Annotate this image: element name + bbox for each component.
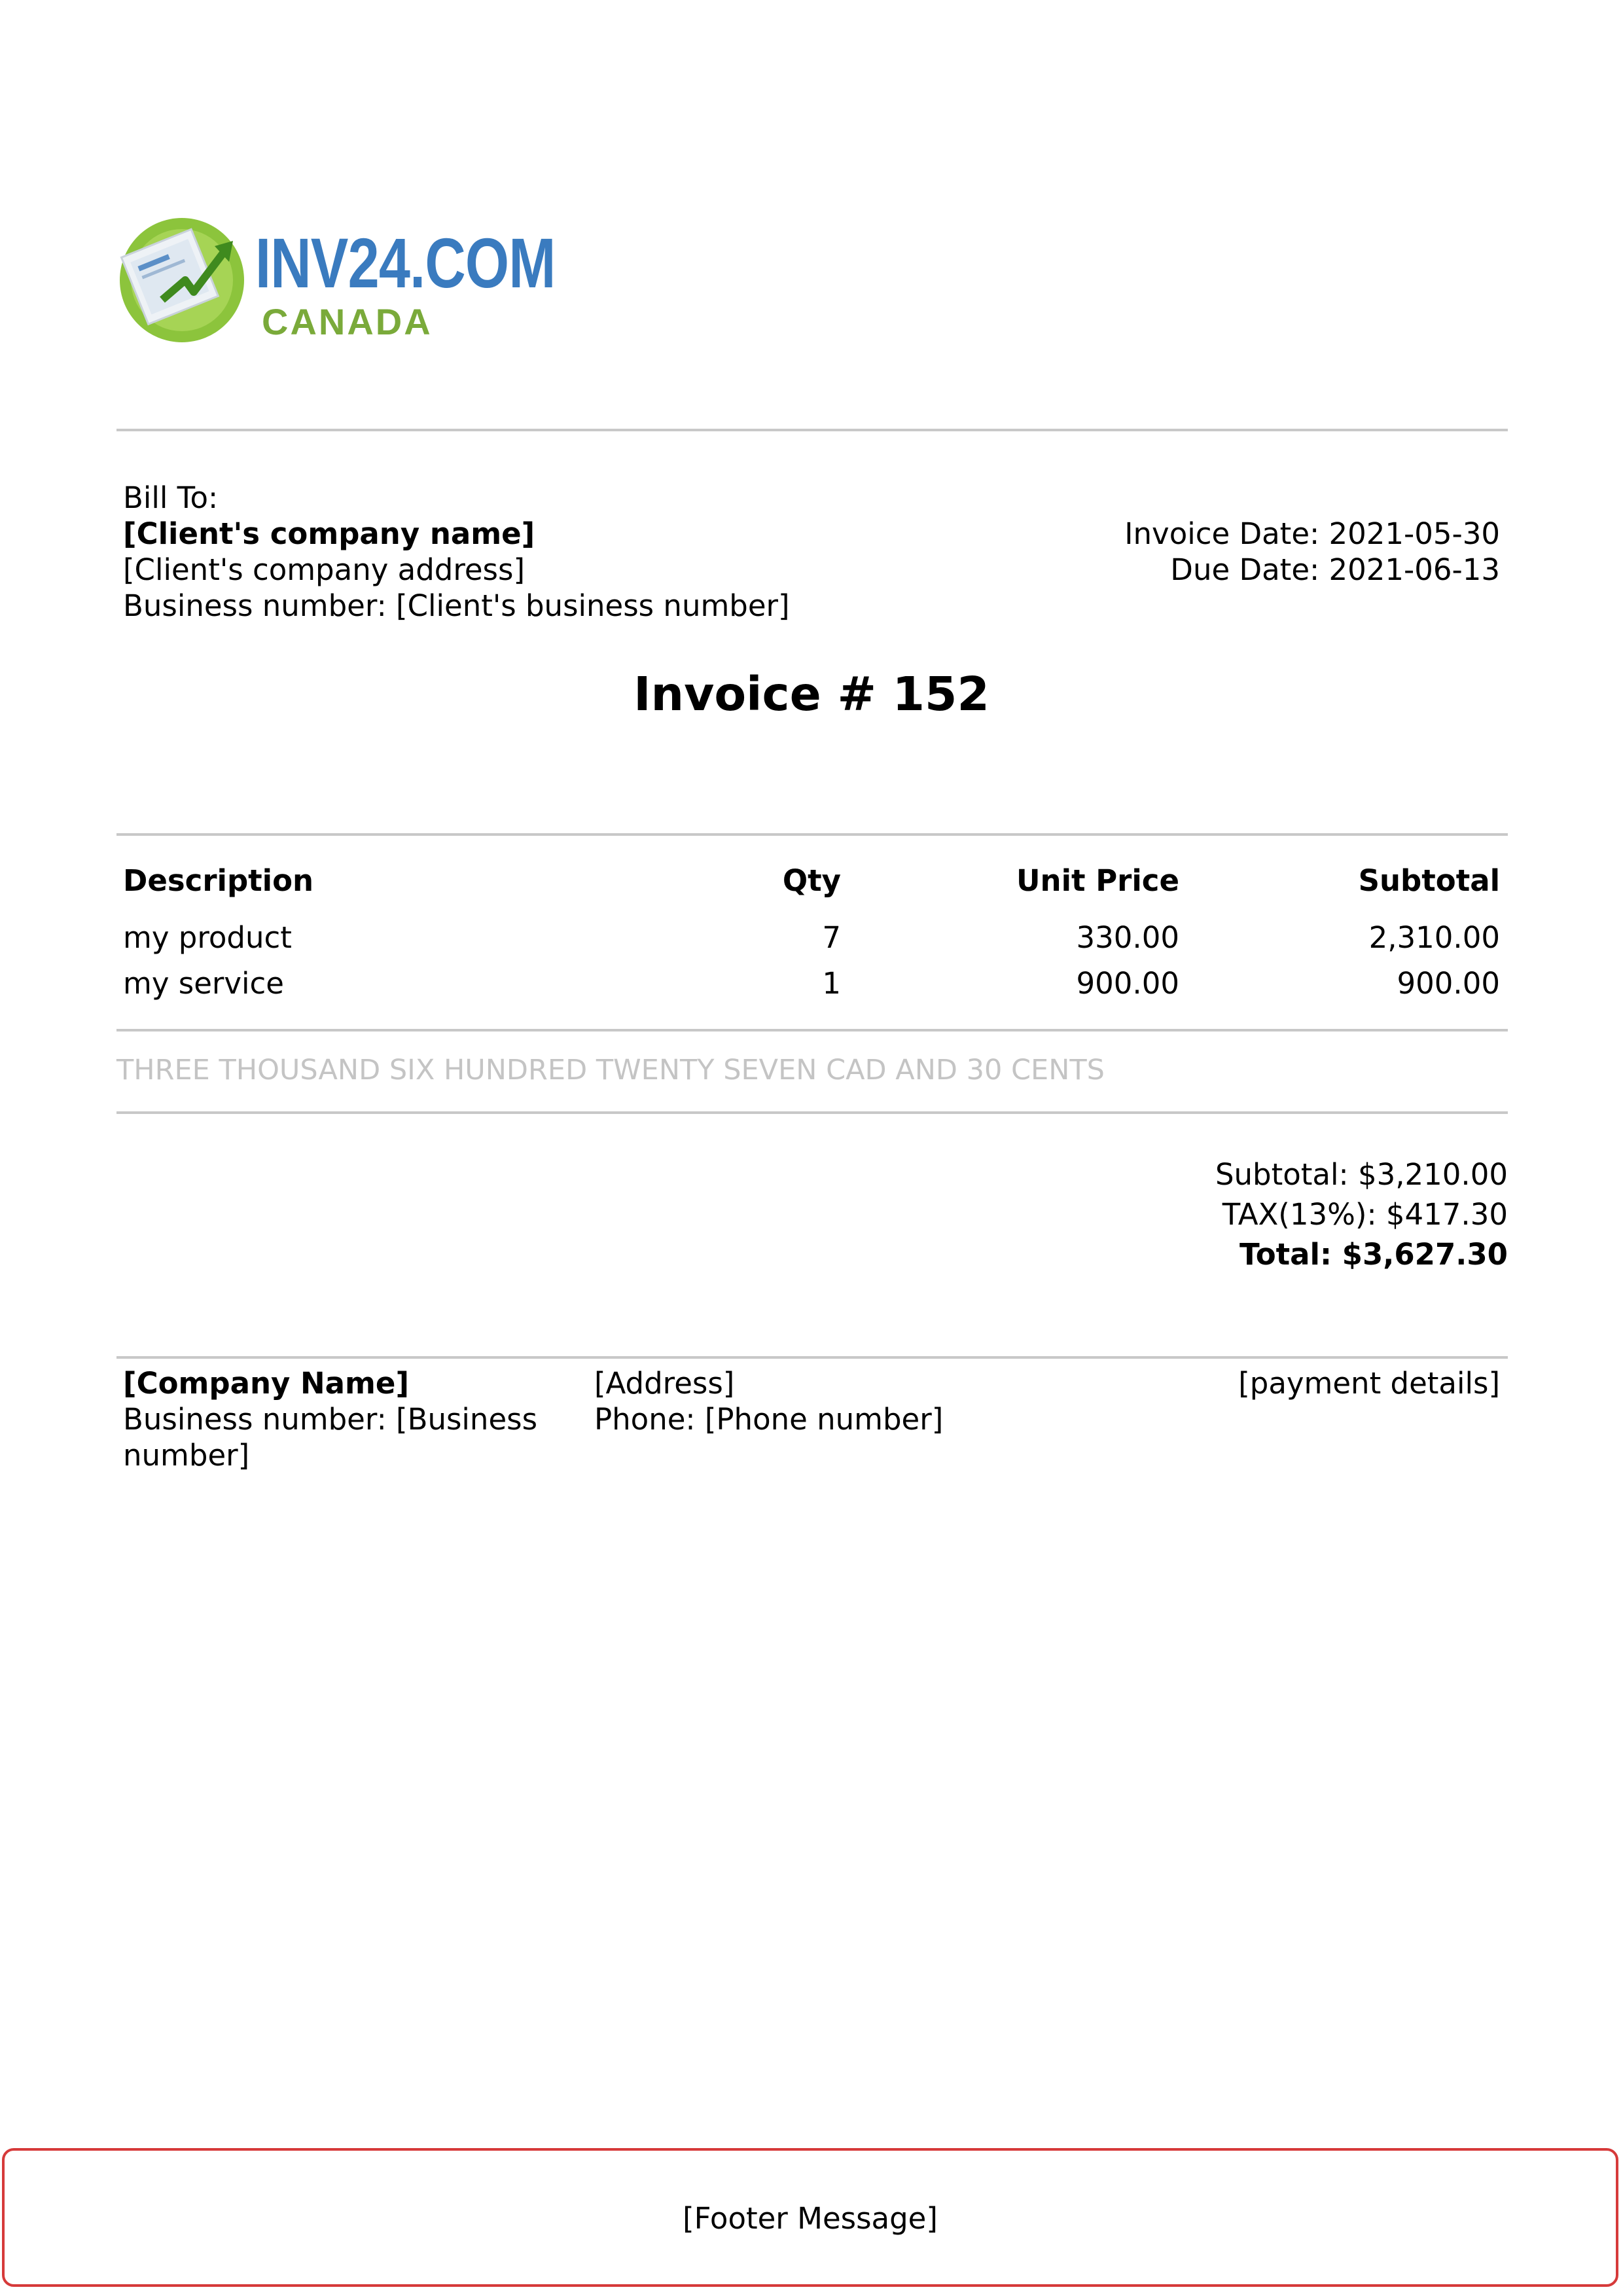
totals-tax: TAX(13%): $417.30 <box>1222 1197 1508 1232</box>
company-address: [Address] <box>594 1366 735 1401</box>
amount-in-words: THREE THOUSAND SIX HUNDRED TWENTY SEVEN CAD AND 30 CENTS <box>116 1054 1105 1086</box>
client-company-address: [Client's company address] <box>123 552 526 587</box>
client-business-number: Business number: [Client's business number] <box>123 588 790 623</box>
bill-to-label: Bill To: <box>123 480 219 515</box>
company-logo <box>116 208 556 346</box>
invoice-title: Invoice # 152 <box>633 667 990 721</box>
column-header-unit-price: Unit Price <box>1016 863 1179 898</box>
row-description: my service <box>123 966 284 1001</box>
company-divider <box>116 1356 1508 1359</box>
row-subtotal: 900.00 <box>1397 966 1500 1001</box>
column-header-subtotal: Subtotal <box>1358 863 1500 898</box>
logo-wordmark: INV24.COM <box>255 223 556 302</box>
logo-emblem-icon <box>116 208 254 346</box>
header-divider <box>116 429 1508 431</box>
table-top-divider <box>116 833 1508 836</box>
column-header-qty: Qty <box>782 863 841 898</box>
invoice-date: Invoice Date: 2021-05-30 <box>1124 516 1500 551</box>
words-divider <box>116 1111 1508 1114</box>
company-business-number: Business number: [Business <box>123 1402 538 1437</box>
totals-total: Total: $3,627.30 <box>1240 1237 1508 1272</box>
company-business-number-cont: number] <box>123 1438 250 1473</box>
client-company-name: [Client's company name] <box>123 516 535 551</box>
row-description: my product <box>123 920 292 955</box>
company-phone: Phone: [Phone number] <box>594 1402 944 1437</box>
row-subtotal: 2,310.00 <box>1368 920 1500 955</box>
totals-subtotal: Subtotal: $3,210.00 <box>1215 1157 1508 1192</box>
footer-message: [Footer Message] <box>683 2201 938 2236</box>
company-name: [Company Name] <box>123 1366 410 1401</box>
row-unit-price: 900.00 <box>1076 966 1179 1001</box>
column-header-description: Description <box>123 863 314 898</box>
row-qty: 1 <box>822 966 841 1001</box>
footer-box <box>2 2148 1618 2287</box>
table-bottom-divider <box>116 1029 1508 1031</box>
row-qty: 7 <box>822 920 841 955</box>
due-date: Due Date: 2021-06-13 <box>1170 552 1500 587</box>
row-unit-price: 330.00 <box>1076 920 1179 955</box>
payment-details: [payment details] <box>1238 1366 1500 1401</box>
logo-subtitle: CANADA <box>262 301 433 342</box>
